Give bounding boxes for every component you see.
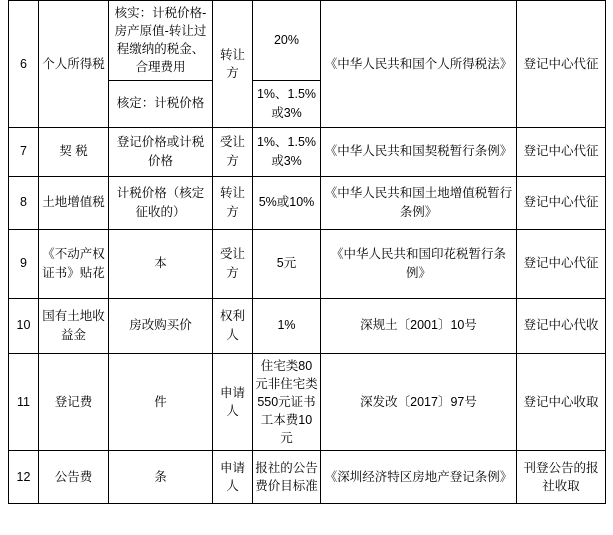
legal-basis: 《中华人民共和国印花税暂行条例》	[321, 229, 517, 298]
fee-basis: 件	[109, 353, 213, 451]
fee-payer: 受让方	[213, 127, 253, 176]
fee-rate: 报社的公告费价目标准	[253, 451, 321, 504]
fee-payer: 申请人	[213, 451, 253, 504]
fee-basis-assessed: 核定：计税价格	[109, 80, 213, 127]
legal-basis: 《中华人民共和国个人所得税法》	[321, 1, 517, 128]
table-row	[9, 353, 606, 451]
collection-method: 登记中心代征	[517, 127, 606, 176]
fee-basis: 计税价格（核定征收的）	[109, 176, 213, 229]
table-row	[9, 176, 606, 229]
legal-basis: 《中华人民共和国契税暂行条例》	[321, 127, 517, 176]
table-row	[9, 127, 606, 176]
legal-basis: 深发改〔2017〕97号	[321, 353, 517, 451]
fee-rate: 1%、1.5%或3%	[253, 127, 321, 176]
fee-basis: 本	[109, 229, 213, 298]
fee-name: 登记费	[39, 353, 109, 451]
fee-basis: 条	[109, 451, 213, 504]
table-row	[9, 229, 606, 298]
fee-payer: 申请人	[213, 353, 253, 451]
row-number: 8	[9, 176, 39, 229]
row-number: 12	[9, 451, 39, 504]
fee-rate: 5%或10%	[253, 176, 321, 229]
row-number: 7	[9, 127, 39, 176]
fee-name: 个人所得税	[39, 1, 109, 128]
fee-rate: 5元	[253, 229, 321, 298]
table-row	[9, 451, 606, 504]
legal-basis: 《中华人民共和国土地增值税暂行条例》	[321, 176, 517, 229]
fee-name: 国有土地收益金	[39, 298, 109, 353]
fee-name: 契 税	[39, 127, 109, 176]
collection-method: 登记中心收取	[517, 353, 606, 451]
fee-basis: 房改购买价	[109, 298, 213, 353]
collection-method: 登记中心代收	[517, 298, 606, 353]
legal-basis: 《深圳经济特区房地产登记条例》	[321, 451, 517, 504]
fee-rate: 1%	[253, 298, 321, 353]
table-row	[9, 1, 606, 81]
fee-basis: 登记价格或计税价格	[109, 127, 213, 176]
fee-basis-verified: 核实：计税价格-房产原值-转让过程缴纳的税金、合理费用	[109, 1, 213, 81]
legal-basis: 深规土〔2001〕10号	[321, 298, 517, 353]
collection-method: 登记中心代征	[517, 229, 606, 298]
row-number: 10	[9, 298, 39, 353]
fee-rate-assessed: 1%、1.5%或3%	[253, 80, 321, 127]
fee-payer: 转让方	[213, 1, 253, 128]
collection-method: 刊登公告的报社收取	[517, 451, 606, 504]
fee-payer: 转让方	[213, 176, 253, 229]
fee-payer: 权利人	[213, 298, 253, 353]
fee-name: 《不动产权证书》贴花	[39, 229, 109, 298]
fee-rate: 住宅类80元非住宅类550元证书工本费10元	[253, 353, 321, 451]
fee-name: 公告费	[39, 451, 109, 504]
fee-name: 土地增值税	[39, 176, 109, 229]
row-number: 11	[9, 353, 39, 451]
row-number: 9	[9, 229, 39, 298]
fee-rate-verified: 20%	[253, 1, 321, 81]
table-row	[9, 298, 606, 353]
fee-schedule-table	[8, 0, 606, 504]
collection-method: 登记中心代征	[517, 176, 606, 229]
collection-method: 登记中心代征	[517, 1, 606, 128]
fee-payer: 受让方	[213, 229, 253, 298]
row-number: 6	[9, 1, 39, 128]
